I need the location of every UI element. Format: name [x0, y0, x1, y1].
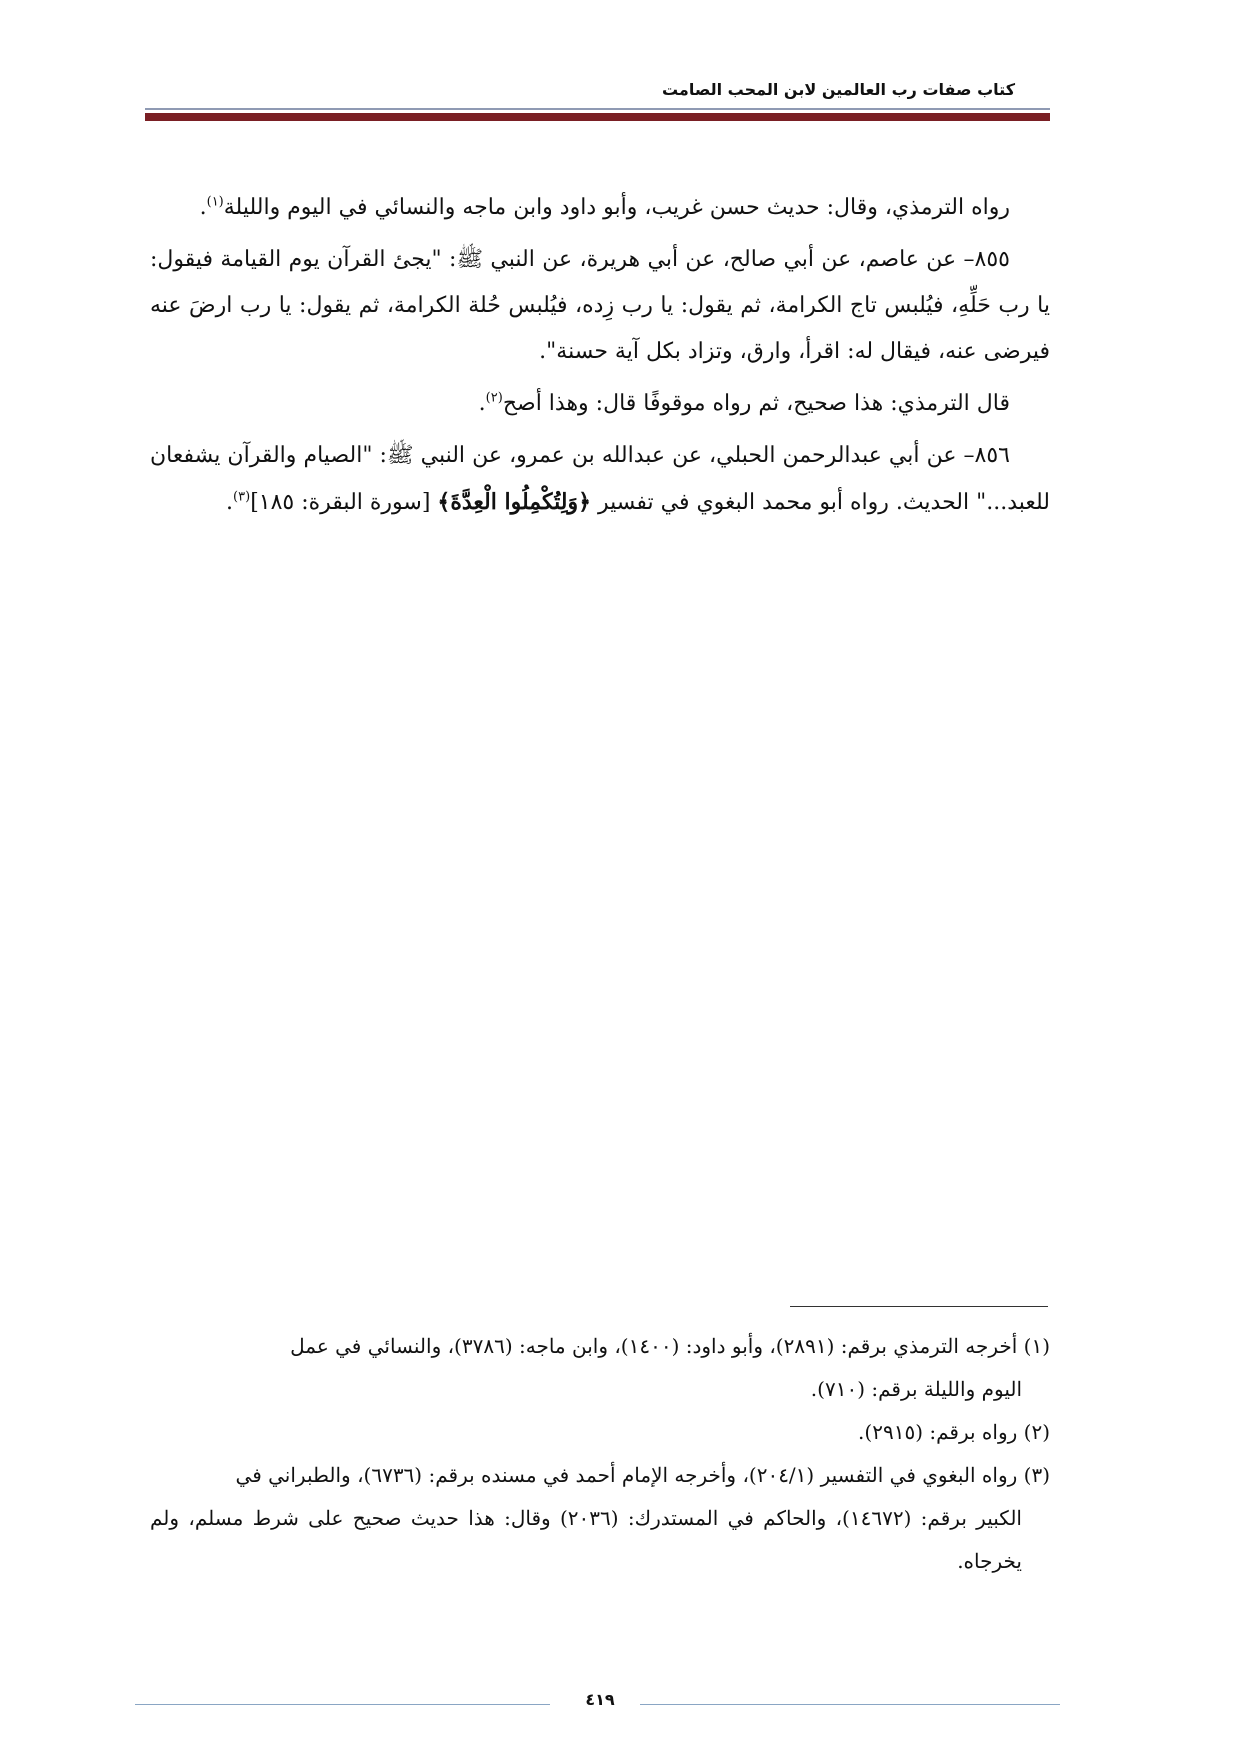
footnote-ref-2: (٢)	[485, 390, 503, 406]
hadith-856-end: .	[226, 490, 234, 515]
footnote-2: (٢) رواه برقم: (٢٩١٥).	[858, 1420, 1050, 1444]
footer-rule-left	[135, 1704, 550, 1705]
footnote-1: (١) أخرجه الترمذي برقم: (٢٨٩١)، وأبو داود: (١٤٠٠)، وابن ماجه: (٣٧٨٦)، والنسائي في عمل	[290, 1334, 1050, 1358]
footnote-ref-1: (١)	[206, 194, 224, 210]
footnote-ref-3: (٣)	[233, 489, 251, 505]
running-header-title: كتاب صفات رب العالمين لابن المحب الصامت	[661, 80, 1015, 99]
paragraph-1-text: رواه الترمذي، وقال: حديث حسن غريب، وأبو داود وابن ماجه والنسائي في اليوم والليلة	[223, 195, 1010, 220]
tirmidhi-note-end: .	[478, 391, 486, 416]
footnote-1-cont: اليوم والليلة برقم: (٧١٠).	[810, 1377, 1022, 1401]
tirmidhi-note-text: قال الترمذي: هذا صحيح، ثم رواه موقوفًا قال: وهذا أصح	[502, 391, 1010, 416]
header-thick-rule	[145, 113, 1050, 121]
surah-reference: [سورة البقرة: ١٨٥]	[250, 490, 431, 515]
hadith-855: ٨٥٥– عن عاصم، عن أبي صالح، عن أبي هريرة، عن النبي ﷺ: "يجئ القرآن يوم القيامة فيقول: يا رب حَلِّهِ، فيُلبس تاج الكرامة، ثم يقول: يا رب زِده، فيُلبس حُلة الكرامة، ثم يقول: يا رب ارضَ عنه فيرضى عنه، فيقال له: اقرأ، وارق، وتزاد بكل آية حسنة".	[150, 247, 1050, 364]
footnote-separator	[790, 1306, 1048, 1307]
hadith-856	[150, 433, 1050, 526]
footnotes	[150, 1325, 1050, 1583]
footnote-3: (٣) رواه البغوي في التفسير (٢٠٤/١)، وأخرجه الإمام أحمد في مسنده برقم: (٦٧٣٦)، والطبراني في	[235, 1463, 1050, 1487]
footnote-3-cont: الكبير برقم: (١٤٦٧٢)، والحاكم في المستدرك: (٢٠٣٦) وقال: هذا حديث صحيح على شرط مسلم، ولم يخرجاه.	[150, 1506, 1022, 1573]
paragraph-1	[150, 185, 1050, 231]
header-thin-rule	[145, 108, 1050, 110]
page-number: ٤١٩	[585, 1690, 615, 1709]
hadith-856-text: ٨٥٦– عن أبي عبدالرحمن الحبلي، عن عبدالله بن عمرو، عن النبي ﷺ: "الصيام والقرآن يشفعان للعبد..." الحديث. رواه أبو محمد البغوي في تفسير	[150, 443, 1050, 515]
paragraph-1-end: .	[199, 195, 207, 220]
paragraph-tirmidhi-note	[150, 381, 1050, 427]
main-text	[150, 185, 1050, 532]
footer-rule-right	[640, 1704, 1060, 1705]
quran-verse: ﴿وَلِتُكْمِلُوا الْعِدَّةَ﴾	[437, 489, 591, 515]
